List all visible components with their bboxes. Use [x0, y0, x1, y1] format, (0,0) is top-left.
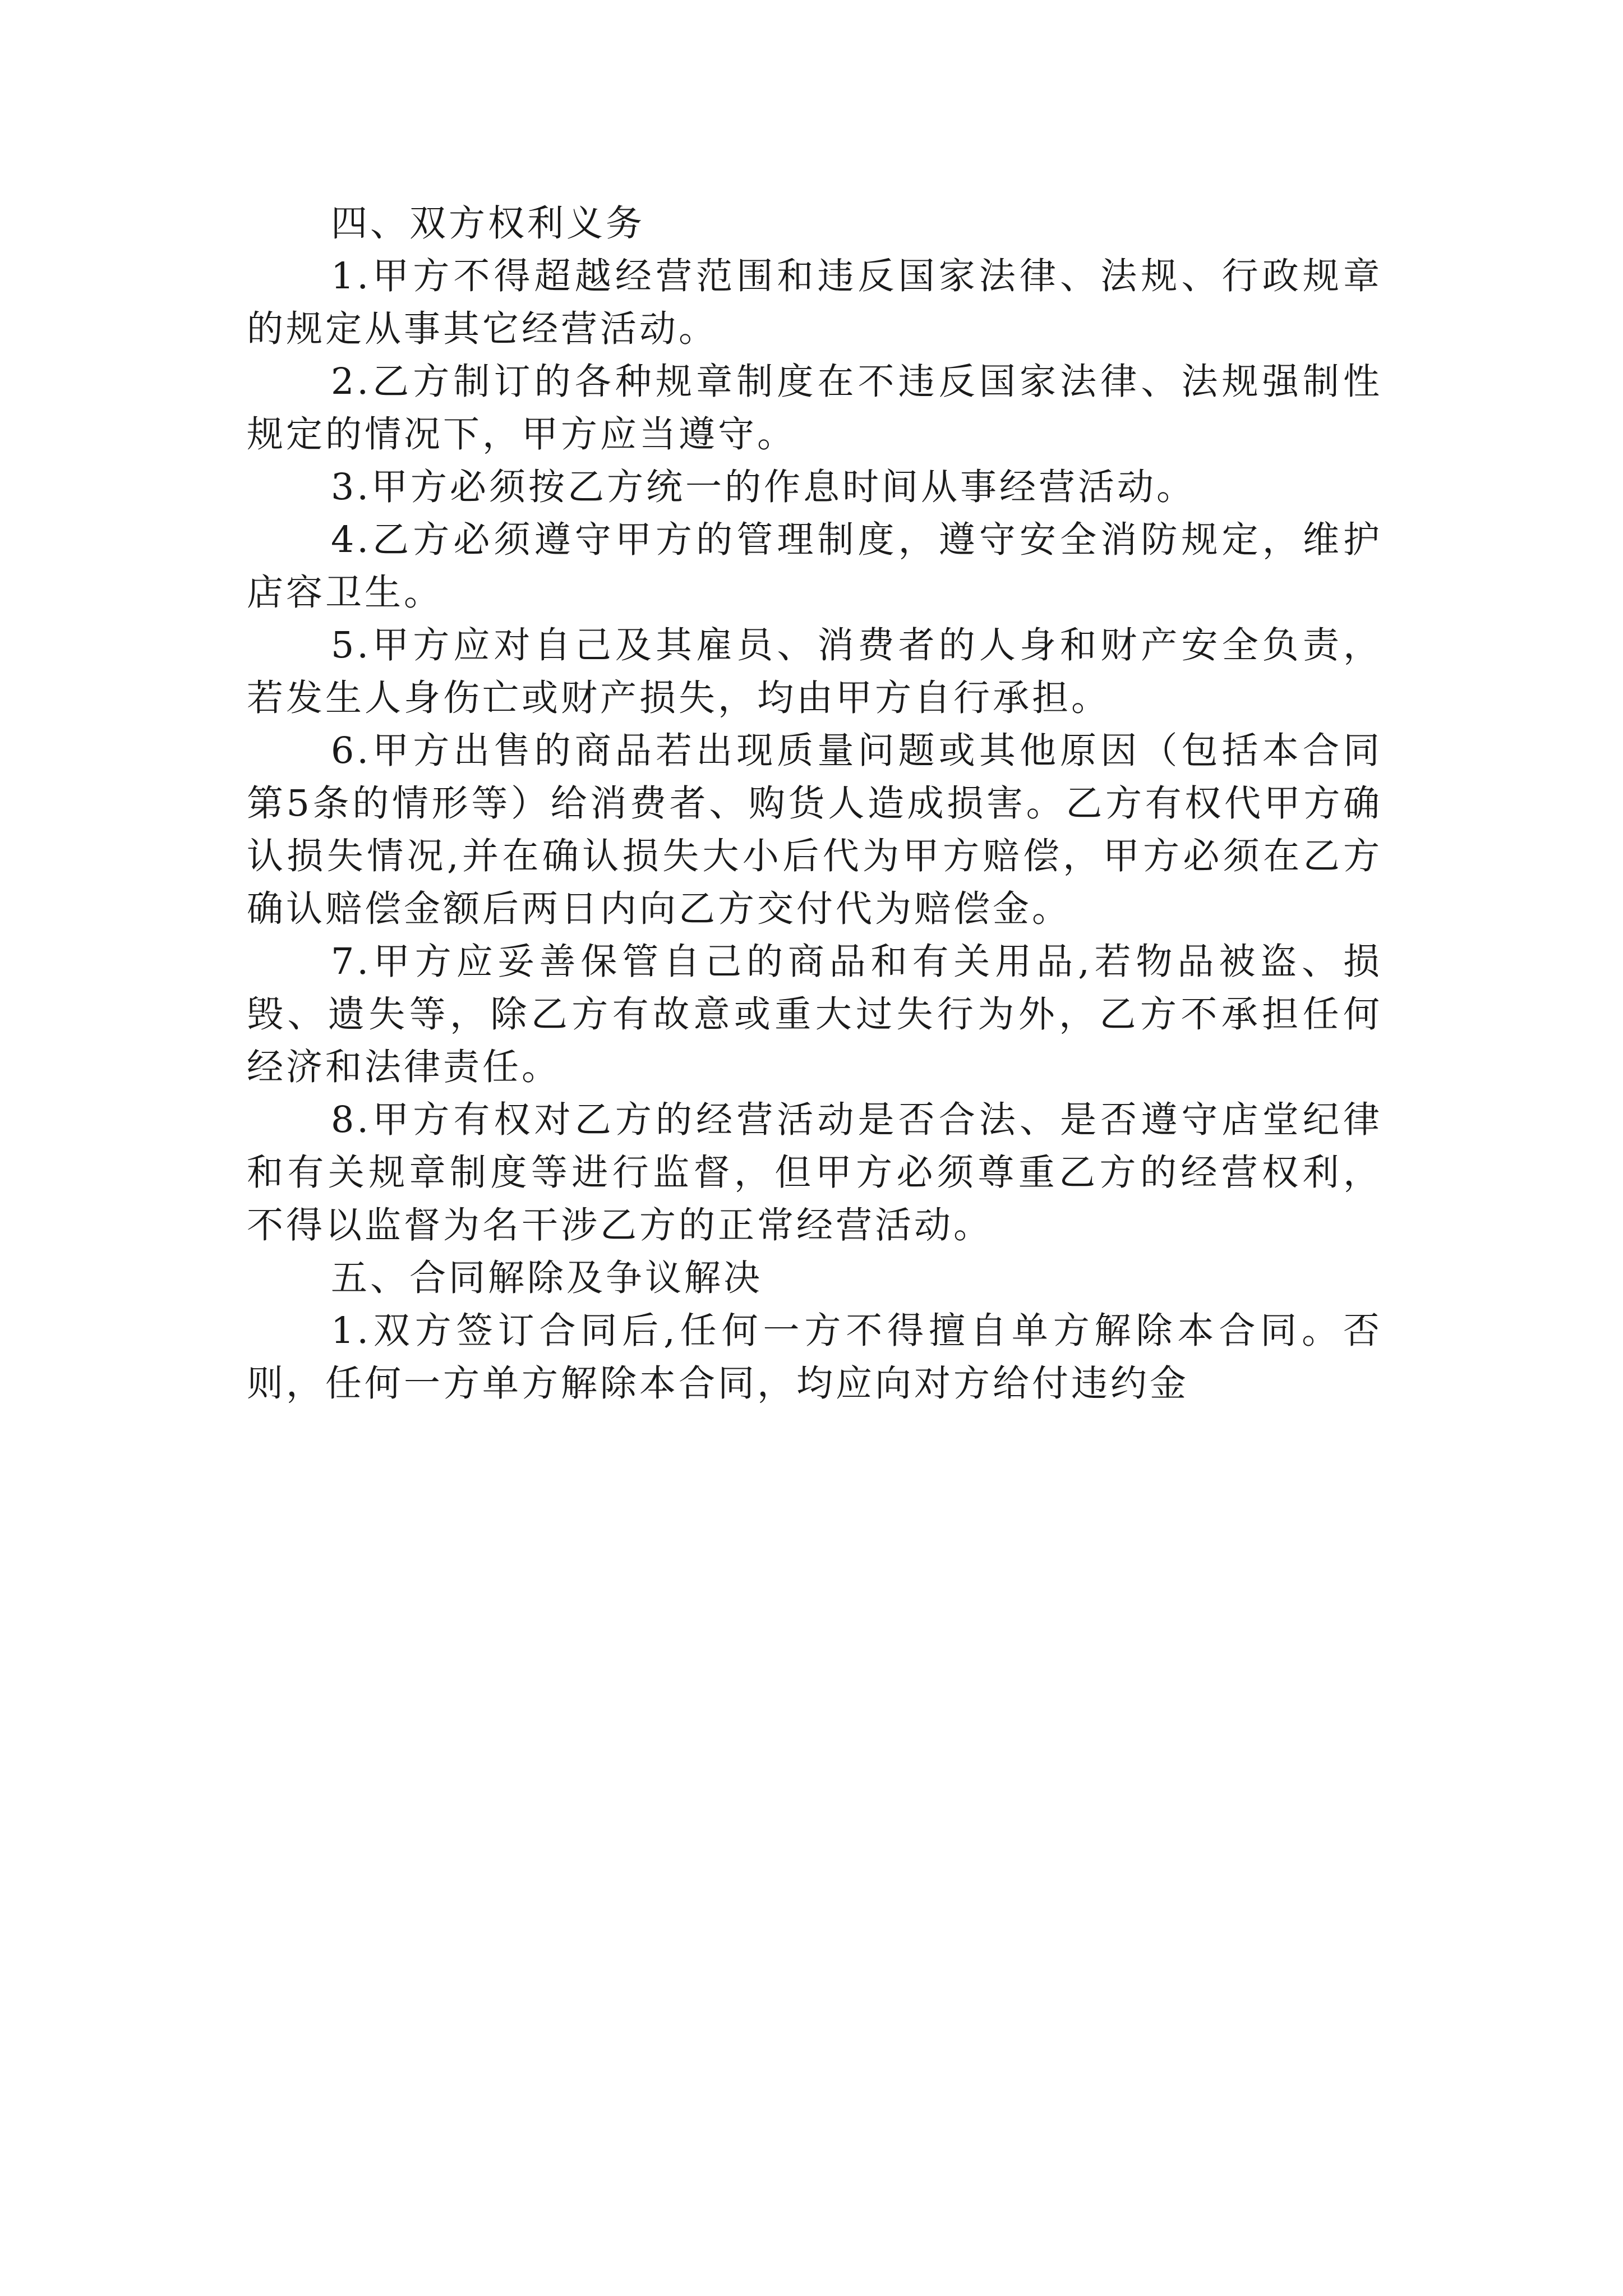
- section-heading-rights-obligations: 四、双方权利义务: [331, 203, 645, 245]
- clause-4-7: 7.甲方应妥善保管自己的商品和有关用品,若物品被盗、损毁、遗失等，除乙方有故意或重大过失行为外，乙方不承担任何经济和法律责任。: [247, 941, 1382, 1088]
- document-body: [247, 197, 1382, 1410]
- clause-4-1: 1.甲方不得超越经营范围和违反国家法律、法规、行政规章的规定从事其它经营活动。: [247, 255, 1382, 350]
- section-heading-termination-disputes: 五、合同解除及争议解决: [331, 1257, 763, 1299]
- clause-4-4: 4.乙方必须遵守甲方的管理制度，遵守安全消防规定，维护店容卫生。: [247, 519, 1382, 614]
- clause-4-3: 3.甲方必须按乙方统一的作息时间从事经营活动。: [331, 466, 1196, 508]
- clause-4-2: 2.乙方制订的各种规章制度在不违反国家法律、法规强制性规定的情况下，甲方应当遵守。: [247, 361, 1382, 455]
- clause-5-1: 1.双方签订合同后,任何一方不得擅自单方解除本合同。否则，任何一方单方解除本合同，均应向对方给付违约金: [247, 1310, 1382, 1405]
- clause-4-8: 8.甲方有权对乙方的经营活动是否合法、是否遵守店堂纪律和有关规章制度等进行监督，但甲方必须尊重乙方的经营权利，不得以监督为名干涉乙方的正常经营活动。: [247, 1099, 1382, 1246]
- clause-4-6: 6.甲方出售的商品若出现质量问题或其他原因（包括本合同第5条的情形等）给消费者、购货人造成损害。乙方有权代甲方确认损失情况,并在确认损失大小后代为甲方赔偿，甲方必须在乙方确认赔偿金额后两日内向乙方交付代为赔偿金。: [247, 730, 1382, 930]
- clause-4-5: 5.甲方应对自己及其雇员、消费者的人身和财产安全负责，若发生人身伤亡或财产损失，均由甲方自行承担。: [247, 624, 1382, 719]
